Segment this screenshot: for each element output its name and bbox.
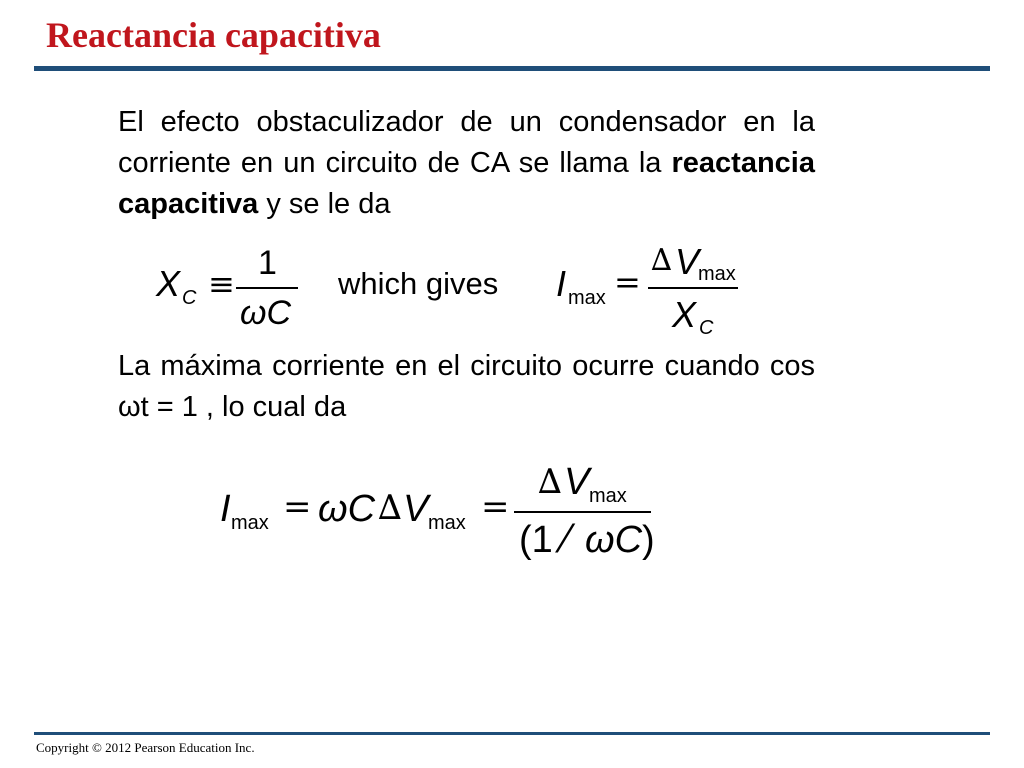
eq1-numerator-subscript: max <box>698 263 736 285</box>
eq2-numerator-symbol: V <box>564 461 590 503</box>
intro-paragraph <box>118 102 815 225</box>
eq2-fraction-bar <box>514 511 651 513</box>
eq1-rhs-fraction-bar <box>648 287 738 289</box>
footer-divider <box>34 732 990 735</box>
title-divider <box>34 66 990 71</box>
eq2-denominator-slash: ⁄ <box>562 517 569 561</box>
slide-title: Reactancia capacitiva <box>46 15 381 55</box>
eq1-rhs-symbol: I <box>556 263 567 304</box>
eq2-middle-subscript: max <box>428 512 466 534</box>
intro-emphasis: reactancia capacitiva <box>118 147 815 220</box>
eq1-lhs-symbol: X <box>156 263 181 304</box>
eq2-lhs-subscript: max <box>231 512 269 534</box>
eq2-numerator-delta: ∆ <box>538 462 562 502</box>
eq2-lhs-symbol: I <box>220 488 231 530</box>
intro-lead: El efecto obstaculizador de un condensador en la corriente en un circuito de CA se llama la <box>118 106 815 179</box>
eq1-delta: ∆ <box>651 243 672 278</box>
eq1-lhs-subscript: C <box>182 287 197 309</box>
eq1-connector: which gives <box>338 266 499 301</box>
eq1-denominator: ωC <box>240 294 292 332</box>
eq1-fraction-bar <box>236 287 298 289</box>
eq1-equiv-sign: ≡ <box>208 265 235 303</box>
eq1-denominator-subscript: C <box>699 317 714 339</box>
eq1-numerator: 1 <box>258 244 277 282</box>
eq2-denominator-omega-c: ωC <box>585 519 643 561</box>
eq2-delta: ∆ <box>378 488 402 528</box>
eq1-rhs-subscript: max <box>568 287 606 309</box>
copyright-footer: Copyright © 2012 Pearson Education Inc. <box>36 740 255 755</box>
eq2-denominator-open: (1 <box>519 519 553 561</box>
eq1-numerator-symbol: V <box>675 241 700 282</box>
eq1-equals-sign: = <box>614 263 641 301</box>
eq2-v: V <box>403 488 429 530</box>
intro-tail: y se le da <box>258 188 391 220</box>
max-current-paragraph: La máxima corriente en el circuito ocurre cuando cos ωt = 1 , lo cual da <box>118 350 815 423</box>
eq2-equals-sign-2: = <box>481 487 510 527</box>
eq2-denominator-close: ) <box>642 519 655 561</box>
eq2-omega-c: ωC <box>318 488 376 530</box>
eq1-denominator-symbol: X <box>672 294 697 335</box>
eq2-equals-sign-1: = <box>283 487 312 527</box>
eq2-numerator-subscript: max <box>589 485 627 507</box>
